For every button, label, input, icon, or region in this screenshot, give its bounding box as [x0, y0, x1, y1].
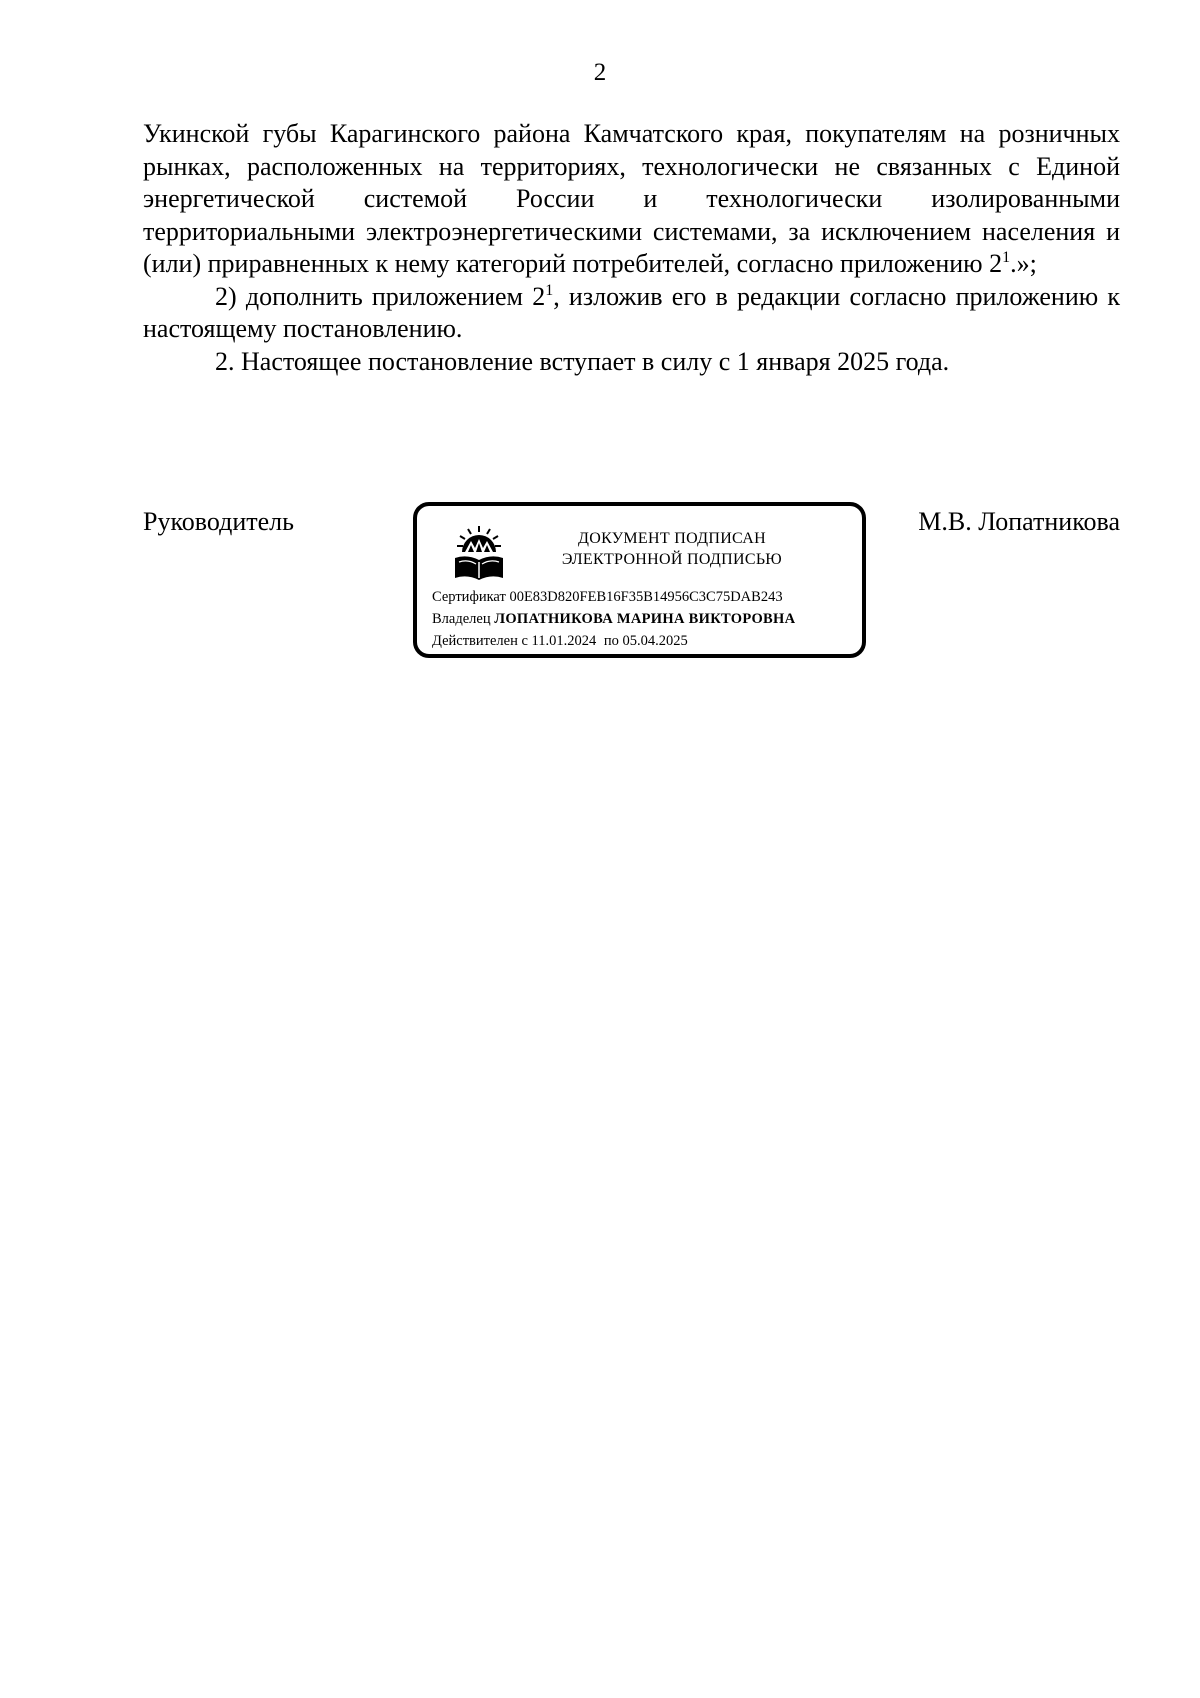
document-body: [143, 118, 1120, 378]
valid-to-label: по: [603, 633, 619, 649]
paragraph-1-end: .»;: [1010, 249, 1037, 278]
certificate-label: Сертификат: [432, 589, 506, 605]
superscript: 1: [545, 281, 554, 299]
valid-from-date: 11.01.2024: [531, 633, 597, 649]
owner-line: [432, 608, 795, 630]
certificate-line: [432, 586, 795, 608]
stamp-header: [522, 528, 822, 570]
stamp-header-line-1: ДОКУМЕНТ ПОДПИСАН: [578, 530, 766, 547]
valid-from-label: Действителен с: [432, 633, 528, 649]
paragraph-1-text: Укинской губы Карагинского района Камчатского края, покупателям на розничных рынках, расположенных на территориях, технологически не связанных с Единой энергетической системой России и технологически изолированными территориальными электроэнергетическими системами, за исключением населения и (или) приравненных к нему категорий потребителей, согласно приложению 2: [143, 119, 1120, 278]
superscript: 1: [1002, 249, 1011, 266]
paragraph-2-end: , изложив его в редакции согласно приложению к настоящему постановлению.: [143, 281, 1120, 343]
paragraph-2: [143, 281, 1120, 346]
stamp-details: [432, 586, 795, 652]
owner-value: ЛОПАТНИКОВА МАРИНА ВИКТОРОВНА: [494, 611, 796, 627]
paragraph-1: [143, 118, 1120, 281]
paragraph-3: 2. Настоящее постановление вступает в силу с 1 января 2025 года.: [215, 346, 950, 376]
kamchatka-emblem-icon: [452, 524, 506, 582]
electronic-signature-stamp: [413, 502, 866, 658]
page-number: 2: [593, 59, 607, 86]
paragraph-2-text: 2) дополнить приложением 2: [215, 281, 546, 311]
signer-name: М.В. Лопатникова: [918, 507, 1120, 536]
stamp-header-line-2: ЭЛЕКТРОННОЙ ПОДПИСЬЮ: [561, 551, 783, 568]
signer-position: Руководитель: [143, 507, 294, 536]
certificate-value: 00E83D820FEB16F35B14956C3C75DAB243: [509, 589, 783, 605]
valid-to-date: 05.04.2025: [622, 633, 688, 649]
owner-label: Владелец: [432, 611, 491, 627]
validity-line: [432, 630, 795, 652]
